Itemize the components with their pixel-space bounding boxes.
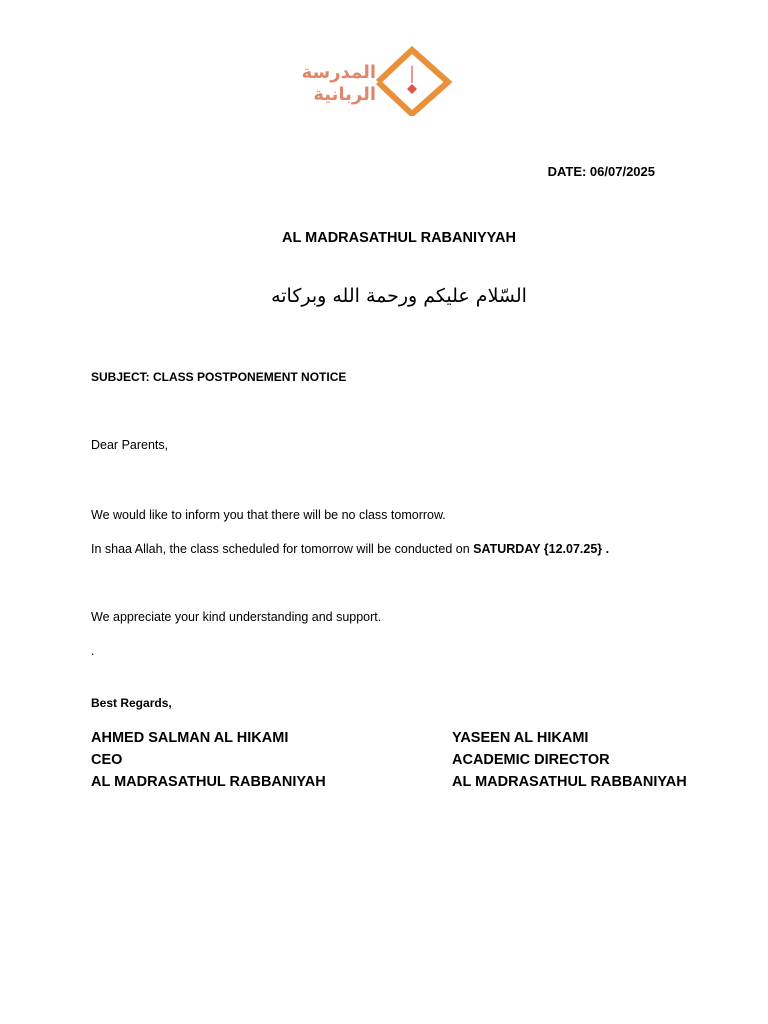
paragraph-reschedule (91, 542, 609, 556)
subject-line: SUBJECT: CLASS POSTPONEMENT NOTICE (91, 370, 347, 384)
school-logo (280, 46, 460, 116)
salutation: Dear Parents, (91, 438, 169, 452)
paragraph-no-class: We would like to inform you that there will be no class tomorrow. (91, 508, 446, 522)
organization-title: AL MADRASATHUL RABANIYYAH (282, 230, 516, 246)
letter-date: DATE: 06/07/2025 (547, 164, 655, 179)
signatory-name: YASEEN AL HIKAMI (452, 730, 589, 746)
signatory-organization: AL MADRASATHUL RABBANIYAH (91, 774, 326, 790)
signatory-name: AHMED SALMAN AL HIKAMI (91, 730, 289, 746)
closing-regards: Best Regards, (91, 696, 172, 710)
signature-block-ceo (91, 727, 326, 793)
reschedule-text: In shaa Allah, the class scheduled for tomorrow will be conducted on (91, 542, 474, 556)
signatory-role: CEO (91, 752, 123, 768)
arabic-greeting: السّلام عليكم ورحمة الله وبركاته (271, 285, 527, 307)
signatory-organization: AL MADRASATHUL RABBANIYAH (452, 774, 687, 790)
signatory-role: ACADEMIC DIRECTOR (452, 752, 610, 768)
logo-text-line2: الربانية (313, 84, 376, 105)
logo-diamond-icon (372, 46, 456, 116)
reschedule-date: SATURDAY {12.07.25} . (473, 542, 610, 556)
logo-text-line1: المدرسة (301, 62, 376, 83)
paragraph-appreciation: We appreciate your kind understanding and support. (91, 610, 382, 624)
signature-block-director (452, 727, 687, 793)
stray-dot: . (91, 644, 95, 658)
